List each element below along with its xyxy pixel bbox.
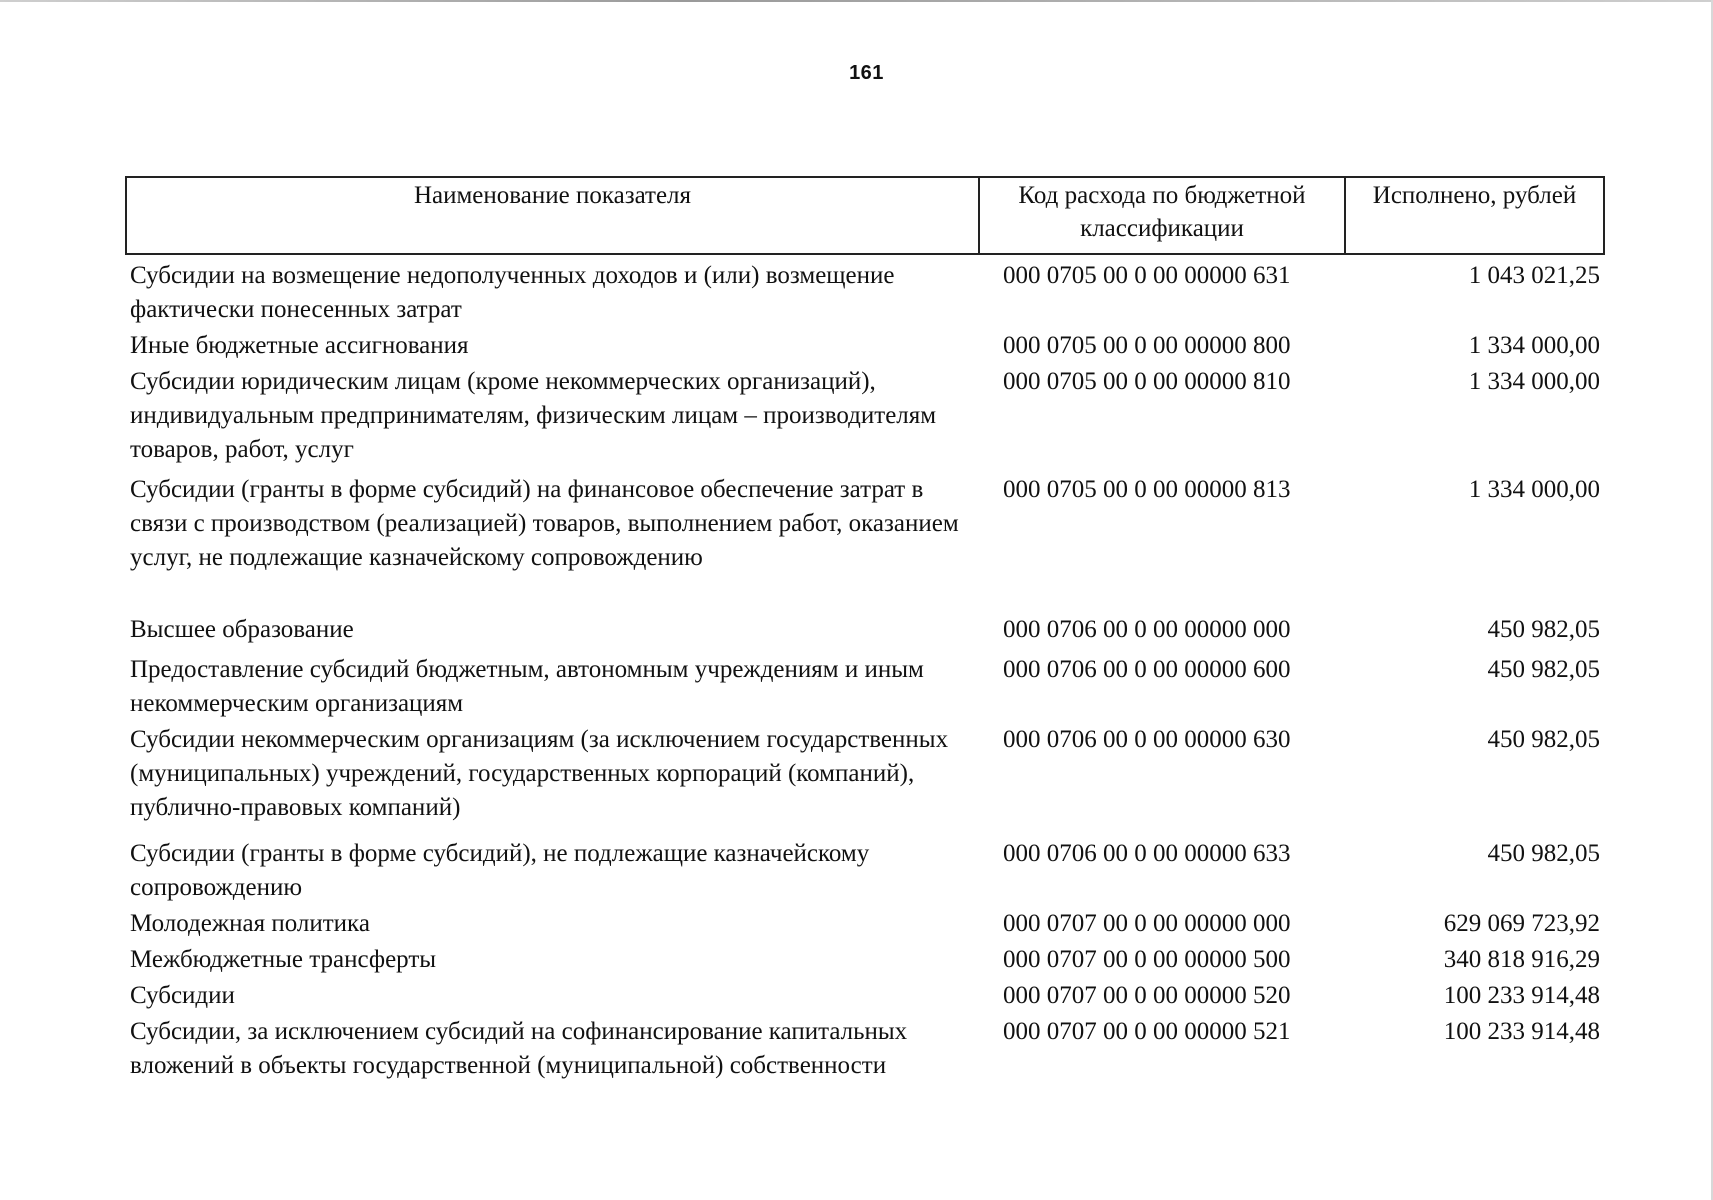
row-name: Высшее образование	[130, 616, 354, 643]
table-row	[126, 329, 1604, 365]
row-name: Предоставление субсидий бюджетным, автономным учреждениям и иным некоммерческим организациям	[130, 656, 924, 717]
table-row	[126, 473, 1604, 613]
row-code: 000 0706 00 0 00 00000 633	[1003, 840, 1291, 867]
row-name: Субсидии (гранты в форме субсидий) на финансовое обеспечение затрат в связи с производством (реализацией) товаров, выполнением работ, оказанием услуг, не подлежащие казначейскому сопровождению	[130, 476, 959, 571]
row-name: Субсидии, за исключением субсидий на софинансирование капитальных вложений в объекты государственной (муниципальной) собственности	[130, 1018, 908, 1079]
row-name: Иные бюджетные ассигнования	[130, 332, 469, 359]
row-sum: 1 334 000,00	[1468, 332, 1600, 359]
row-name: Межбюджетные трансферты	[130, 946, 437, 973]
budget-execution-table	[125, 176, 1605, 1085]
page-number: 161	[849, 62, 884, 84]
row-code: 000 0707 00 0 00 00000 000	[1003, 910, 1291, 937]
row-sum: 450 982,05	[1487, 840, 1600, 867]
row-sum: 1 334 000,00	[1468, 368, 1600, 395]
row-code: 000 0705 00 0 00 00000 813	[1003, 476, 1291, 503]
row-sum: 629 069 723,92	[1443, 910, 1600, 937]
row-code: 000 0707 00 0 00 00000 520	[1003, 982, 1291, 1009]
scan-top-edge	[0, 0, 1713, 2]
row-sum: 340 818 916,29	[1443, 946, 1600, 973]
table-row	[126, 943, 1604, 979]
row-code: 000 0707 00 0 00 00000 500	[1003, 946, 1291, 973]
row-sum: 1 043 021,25	[1468, 262, 1600, 289]
row-code: 000 0706 00 0 00 00000 000	[1003, 616, 1291, 643]
row-code: 000 0705 00 0 00 00000 631	[1003, 262, 1291, 289]
table-row	[126, 907, 1604, 943]
row-name: Субсидии (гранты в форме субсидий), не подлежащие казначейскому сопровождению	[130, 840, 870, 901]
header-indicator-name: Наименование показателя	[126, 177, 979, 254]
table-row	[126, 837, 1604, 907]
row-sum: 100 233 914,48	[1443, 1018, 1600, 1045]
header-executed-sum: Исполнено, рублей	[1345, 177, 1604, 254]
row-code: 000 0706 00 0 00 00000 600	[1003, 656, 1291, 683]
table-row	[126, 979, 1604, 1015]
table-row	[126, 613, 1604, 653]
table-row	[126, 365, 1604, 473]
row-name: Субсидии юридическим лицам (кроме некоммерческих организаций), индивидуальным предпринимателям, физическим лицам – производителям товаров, работ, услуг	[130, 368, 937, 463]
row-sum: 450 982,05	[1487, 656, 1600, 683]
table-row	[126, 1015, 1604, 1085]
row-code: 000 0705 00 0 00 00000 800	[1003, 332, 1291, 359]
row-sum: 100 233 914,48	[1443, 982, 1600, 1009]
table-row	[126, 723, 1604, 837]
row-code: 000 0705 00 0 00 00000 810	[1003, 368, 1291, 395]
row-sum: 450 982,05	[1487, 726, 1600, 753]
row-name: Субсидии на возмещение недополученных доходов и (или) возмещение фактически понесенных затрат	[130, 262, 895, 323]
row-sum: 1 334 000,00	[1468, 476, 1600, 503]
row-name: Молодежная политика	[130, 910, 370, 937]
table-row	[126, 653, 1604, 723]
row-name: Субсидии некоммерческим организациям (за исключением государственных (муниципальных) учреждений, государственных корпораций (компаний), публично-правовых компаний)	[130, 726, 949, 821]
row-code: 000 0706 00 0 00 00000 630	[1003, 726, 1291, 753]
row-sum: 450 982,05	[1487, 616, 1600, 643]
row-name: Субсидии	[130, 982, 235, 1009]
row-code: 000 0707 00 0 00 00000 521	[1003, 1018, 1291, 1045]
header-budget-code: Код расхода по бюджетной классификации	[979, 177, 1345, 254]
table-row	[126, 254, 1604, 329]
table-header-row	[126, 177, 1604, 254]
